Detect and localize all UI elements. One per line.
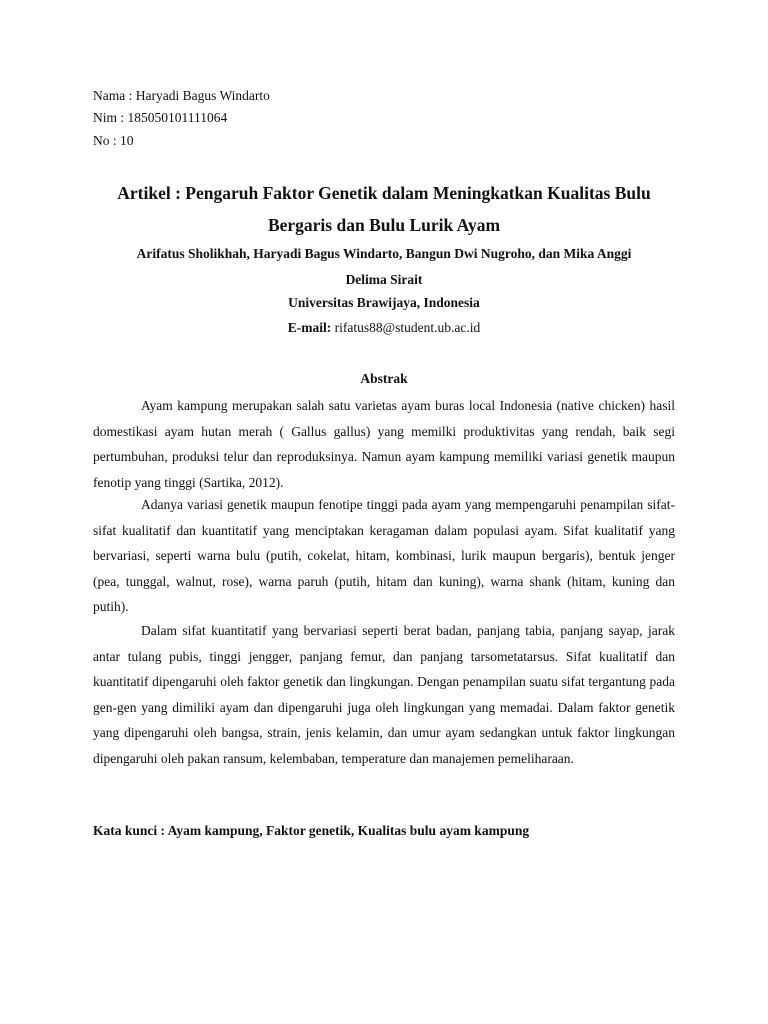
email-line <box>93 320 675 336</box>
authors-line-2: Delima Sirait <box>345 272 423 287</box>
article-title-line-1: Artikel : Pengaruh Faktor Genetik dalam Meningkatkan Kualitas Bulu <box>117 183 651 203</box>
abstract-paragraph-1: Ayam kampung merupakan salah satu varietas ayam buras local Indonesia (native chicken) hasil domestikasi ayam hutan merah ( Gallus gallus) yang memilki produktivitas yang rendah, baik segi pertumbuhan, produksi telur dan reproduksinya. Namun ayam kampung memiliki variasi genetik maupun fenotip yang tinggi (Sartika, 2012). <box>93 398 675 490</box>
email-address: rifatus88@student.ub.ac.id <box>334 320 481 335</box>
student-name: Nama : Haryadi Bagus Windarto <box>93 88 270 103</box>
affiliation: Universitas Brawijaya, Indonesia <box>288 295 480 310</box>
keywords: Kata kunci : Ayam kampung, Faktor genetik, Kualitas bulu ayam kampung <box>93 823 530 838</box>
authors-line-1: Arifatus Sholikhah, Haryadi Bagus Windarto, Bangun Dwi Nugroho, dan Mika Anggi <box>136 246 632 261</box>
abstract-paragraph-3: Dalam sifat kuantitatif yang bervariasi seperti berat badan, panjang tabia, panjang sayap, jarak antar tulang pubis, tinggi jengger, panjang femur, dan panjang tarsometatarsus. Sifat kualitatif dan kuantitatif dipengaruhi oleh faktor genetik dan lingkungan. Dengan penampilan suatu sifat tergantung pada gen-gen yang dimiliki ayam dan dipengaruhi juga oleh lingkungan yang memadai. Dalam faktor genetik yang dipengaruhi oleh bangsa, strain, jenis kelamin, dan umur ayam sedangkan untuk faktor lingkungan dipengaruhi oleh pakan ransum, kelembaban, temperature dan manajemen pemeliharaan. <box>93 623 675 766</box>
email-label: E-mail: <box>287 320 332 335</box>
abstract-heading: Abstrak <box>360 371 408 386</box>
abstract-paragraph-2: Adanya variasi genetik maupun fenotipe tinggi pada ayam yang mempengaruhi penampilan sifat-sifat kualitatif dan kuantitatif yang menciptakan keragaman dalam populasi ayam. Sifat kualitatif yang bervariasi, seperti warna bulu (putih, cokelat, hitam, kombinasi, lurik maupun bergaris), bentuk jenger (pea, tunggal, walnut, rose), warna paruh (putih, hitam dan kuning), warna shank (hitam, kuning dan putih). <box>93 497 675 615</box>
article-title-line-2: Bergaris dan Bulu Lurik Ayam <box>267 215 501 235</box>
student-nim: Nim : 185050101111064 <box>93 110 228 125</box>
student-number: No : 10 <box>93 133 134 148</box>
